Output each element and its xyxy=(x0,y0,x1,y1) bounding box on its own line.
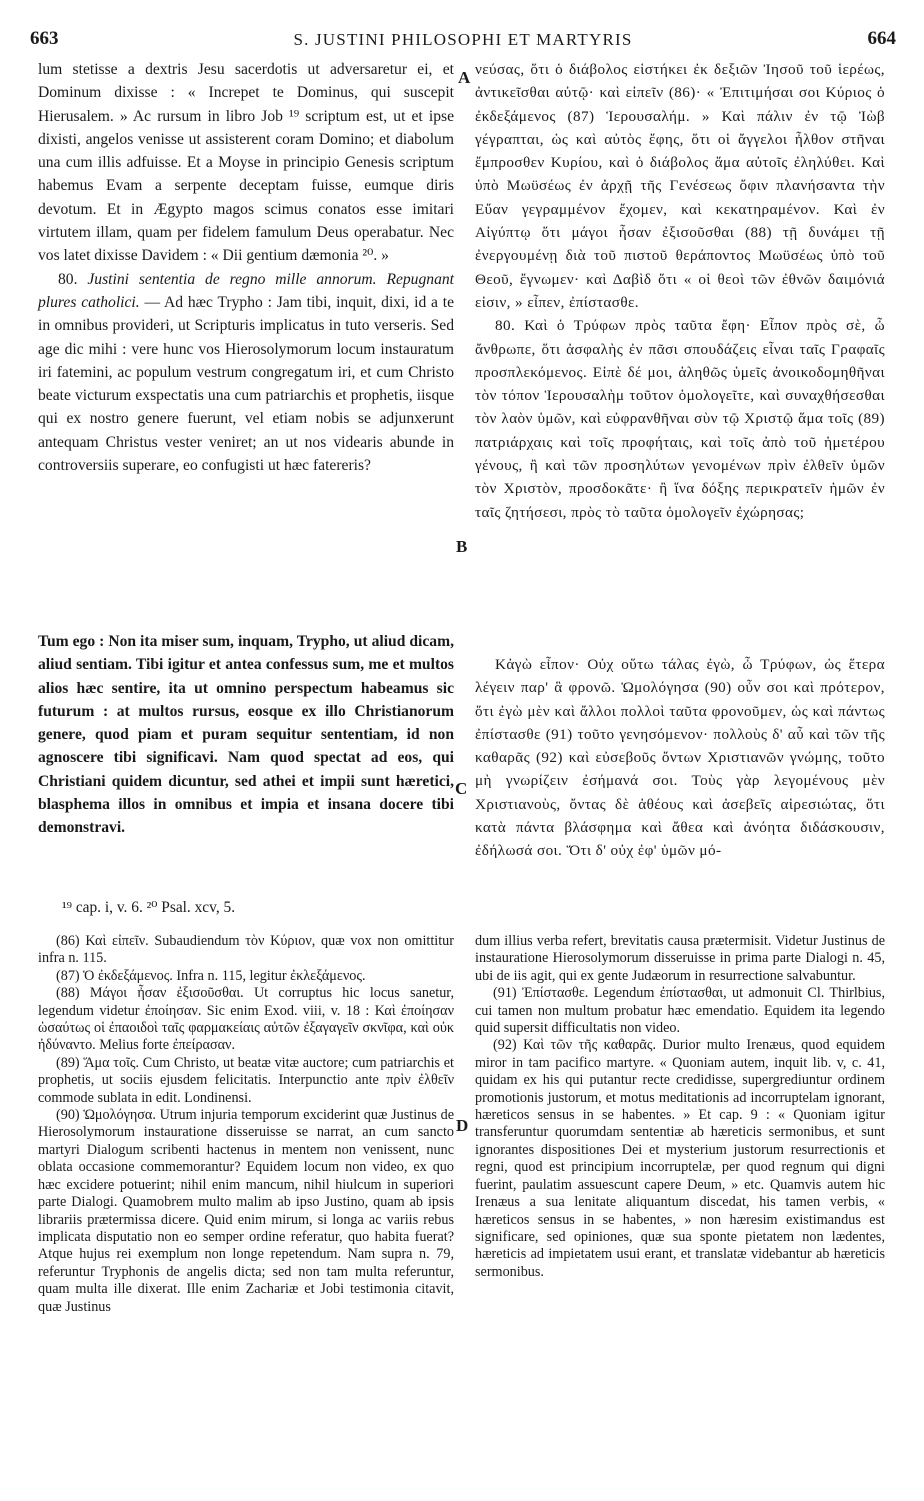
margin-letter-b: B xyxy=(456,537,468,556)
latin-paragraph-2-body: — Ad hæc Trypho : Jam tibi, inquit, dixi, id a te in omnibus provideri, ut Scripturis implicatus in tuto verseris. Sed age dic mihi : vere hunc vos Hierosolymorum locum instauratum iri fatemini, ac populum vestrum congregatum iri, et cum Christo beate victurum exspectatis una cum patriarchis et prophetis, iisque qui ex nostro genere fuerunt, vel etiam nobis se adjunxerunt antequam Christus vester veniret; an ut nos videaris abunde in controversiis superare, eo confugisti ut hæc fatereris? xyxy=(38,293,454,475)
page-header xyxy=(30,28,896,54)
note-90: (90) Ὡμολόγησα. Utrum injuria temporum exciderint quæ Justinus de Hierosolymorum instauratione disseruisse se narrat, an cum sancto martyri Dialogum scribenti hactenus in mentem non venissent, nunc oblata occasione commemorantur? Equidem locum non video, ex quo hæc excidere potuerint; nihil enim mancum, nihil hiulcum in superiori parte Dialogi. Quamobrem multo malim ab ipso Justino, quam ab ipsis librariis prætermissa dicere. Quid enim mirum, si longa ac variis rebus implicata disputatio non eo semper ordine referatur, quo habita fuerat? Atque hujus rei exemplum non longe repetendum. Nam supra n. 79, referuntur Tryphonis de angelis dicta; sed non tam multa referuntur, quam multa ille dixerat. Ille enim Zachariæ et Jobi testimonia citavit, quæ Justinus xyxy=(38,1107,454,1315)
chapter-number: 80. xyxy=(58,270,78,288)
note-89: (89) Ἅμα τοῖς. Cum Christo, ut beatæ vitæ auctore; cum patriarchis et prophetis, ut sociis ejusdem felicitatis. Interpunctio ante πρὶν ἐλθεῖν commode sublata in edit. Londinensi. xyxy=(38,1054,454,1106)
note-88: (88) Μάγοι ἦσαν ἐξισοῦσθαι. Ut corruptus hic locus sanetur, legendum videtur ἐποίησαν. Sic enim Exod. viii, v. 18 : Καὶ ἐποίησαν ὡσαύτως οἱ ἐπαοιδοὶ ταῖς φαρμακείαις αὐτῶν ἐξαγαγεῖν σκνῖφα, καὶ οὐκ ἠδύναντο. Melius forte ἐπείρασαν. xyxy=(38,985,454,1054)
note-90-continued: dum illius verba refert, brevitatis causa prætermisit. Videtur Justinus de instauratione Hierosolymorum disseruisse in prima parte Dialogi n. 45, ubi de iis agit, qui ex gente Judæorum in resurrectione salvabuntur. xyxy=(475,933,885,984)
greek-paragraph-2: 80. Καὶ ὁ Τρύφων πρὸς ταῦτα ἔφη· Εἶπον πρὸς σὲ, ὦ ἄνθρωπε, ὅτι ἀσφαλὴς ἐν πᾶσι σπουδάζεις εἶναι ταῖς Γραφαῖς προσπλεκόμενος. Εἰπὲ δέ μοι, ἀληθῶς ὑμεῖς ἀνοικοδομηθῆναι τὸν τόπον Ἱερουσαλὴμ τοῦτον ὁμολογεῖτε, καὶ συναχθήσεσθαι τὸν λαὸν ὑμῶν, καὶ εὐφρανθῆναι σὺν τῷ Χριστῷ ἅμα τοῖς (89) πατριάρχαις καὶ τοῖς προφήταις, καὶ τοῖς ἀπὸ τοῦ ἡμετέρου γένους, ἢ καὶ τῶν προσηλύτων γενομένων πρὶν ἐλθεῖν ὑμῶν τὸν Χριστὸν, προσδοκᾶτε· ἢ ἵνα δόξης περικρατεῖν ἡμῶν ἐν ταῖς ζητήσεσι, πρὸς τὸ ταῦτα ὁμολογεῖν ἐχώρησας; xyxy=(475,317,885,521)
margin-letter-a: A xyxy=(458,68,471,87)
latin-paragraph-1: lum stetisse a dextris Jesu sacerdotis ut adversaretur ei, et Dominum dixisse : « Increpet te Dominus, qui suscepit Hierusalem. » Ac rursum in libro Job ¹⁹ scriptum est, ut et ipse dixisti, angelos venisse ut assisterent coram Domino; et diabolum una cum illis adfuisse. Et a Moyse in principio Genesis scriptum habemus Evam a serpente deceptam fuisse, eumque diris devotum. Et in Ægypto magos scimus conatos esse imitari virtutem illam, quam per fidelem famulum Deus operabatur. Nec vos latet dixisse Davidem : « Dii gentium dæmonia ²⁰. » xyxy=(38,61,454,265)
greek-paragraph-3: Κἀγὼ εἶπον· Οὐχ οὕτω τάλας ἐγὼ, ὦ Τρύφων, ὡς ἕτερα λέγειν παρ' ἃ φρονῶ. Ὡμολόγησα (90) οὖν σοι καὶ πρότερον, ὅτι ἐγὼ μὲν καὶ ἄλλοι πολλοὶ ταῦτα φρονοῦμεν, ὡς καὶ πάντως ἐπίστασθε (91) τοῦτο γενησόμενον· πολλοὺς δ' αὖ καὶ τῶν τῆς καθαρᾶς (92) καὶ εὐσεβοῦς ὄντων Χριστιανῶν γνώμης, τοῦτο μὴ γνωρίζειν ἐσήμανά σοι. Τοὺς γὰρ λεγομένους μὲν Χριστιανοὺς, ὄντας δὲ ἀθέους καὶ ἀσεβεῖς αἱρεσιώτας, ὅτι κατὰ πάντα βλάσφημα καὶ ἄθεα καὶ ἀνόητα διδάσκουσιν, ἐδήλωσά σοι. Ὅτι δ' οὐχ ἐφ' ὑμῶν μό- xyxy=(475,656,885,860)
note-87: (87) Ὁ ἐκδεξάμενος. Infra n. 115, legitur ἐκλεξάμενος. xyxy=(56,967,366,984)
note-86: (86) Καὶ εἰπεῖν. Subaudiendum τὸν Κύριον, quæ vox non omittitur infra n. 115. xyxy=(38,933,454,967)
left-page-number: 663 xyxy=(30,28,59,49)
greek-column-upper xyxy=(475,58,885,524)
greek-column-lower xyxy=(475,653,885,863)
notes-left-column xyxy=(38,933,454,1316)
latin-column-lower xyxy=(38,630,454,840)
note-92: (92) Καὶ τῶν τῆς καθαρᾶς. Durior multo Irenæus, quod equidem miror in tam pacifico martyre. « Quoniam autem, inquit lib. v, c. 41, quidam ex his qui putantur recte credidisse, supergrediuntur ordinem promotionis justorum, et motus meditationis ad incorruptelam ignorant, hæreticos sensus in se habentes. » Et cap. 9 : « Quoniam igitur transferuntur quorumdam sententiæ ab hæreticis sermonibus, et sunt ignorantes dispositiones Dei et mysterium justorum resurrectionis et regni, quod est principium incorruptelæ, per quod regnum qui digni fuerint, paulatim assuescunt capere Deum, » etc. Quamvis autem hic Irenæus a sua lenitate aliquantum discedat, his tamen verbis, « hæreticos sensus in se habentes, » non hæresim existimandus est significare, sed opiniones, quæ sua sponte pietatem non lædentes, hæreticis ad impietatem usui erant, et translatæ videbantur ab hæreticis sermonibus. xyxy=(475,1037,885,1280)
scripture-footnotes: ¹⁹ cap. i, v. 6. ²⁰ Psal. xcv, 5. xyxy=(62,899,236,916)
running-title: S. JUSTINI PHILOSOPHI ET MARTYRIS xyxy=(293,30,633,49)
margin-letter-c: C xyxy=(455,779,468,798)
note-91: (91) Ἐπίστασθε. Legendum ἐπίστασθαι, ut admonuit Cl. Thirlbius, cui tamen non multum probatur hæc emendatio. Equidem ita legendo quid supersit difficultatis non video. xyxy=(475,985,885,1037)
latin-paragraph-2 xyxy=(38,268,454,478)
notes-right-column xyxy=(475,933,885,1281)
latin-column-upper xyxy=(38,58,454,477)
margin-letter-d: D xyxy=(456,1116,469,1135)
chapter-heading: Justini sententia de regno mille annorum. Repugnant plures catholici. xyxy=(38,270,454,311)
latin-paragraph-3: Tum ego : Non ita miser sum, inquam, Trypho, ut aliud dicam, aliud sentiam. Tibi igitur et antea confessus sum, me et multos alios hæc sentire, ita ut omnino perspectum habeamus sic futurum : at multos rursus, eosque ex illo Christianorum genere, quod piam et puram sequitur sententiam, id non agnoscere tibi significavi. Nam quod spectat ad eos, qui Christiani quidem dicuntur, sed athei et impii sunt hæretici, blasphema illos in omnibus et impia et insana docere tibi demonstravi. xyxy=(38,633,454,837)
right-page-number: 664 xyxy=(867,28,896,49)
greek-paragraph-1: νεύσας, ὅτι ὁ διάβολος εἱστήκει ἐκ δεξιῶν Ἰησοῦ τοῦ ἱερέως, ἀντικεῖσθαι αὐτῷ· καὶ εἰπεῖν (86)· « Ἐπιτιμήσαι σοι Κύριος ὁ ἐκδεξάμενος (87) Ἱερουσαλήμ. » Καὶ πάλιν ἐν τῷ Ἰὼβ γέγραπται, ὡς καὶ αὐτὸς ἔφης, ὅτι οἱ ἄγγελοι ἦλθον στῆναι ἔμπροσθεν Κυρίου, καὶ ὁ διάβολος ἅμα αὐτοῖς ἐληλύθει. Καὶ ὑπὸ Μωϋσέως ἐν ἀρχῇ τῆς Γενέσεως ὄφιν πλανήσαντα τὴν Εὔαν γεγραμμένον ἔχομεν, καὶ κεκατηραμένον. Καὶ ἐν Αἰγύπτῳ ὅτι μάγοι ἦσαν ἐξισοῦσθαι (88) τῇ δυνάμει τῇ ἐνεργουμένῃ διὰ τοῦ πιστοῦ θεράποντος Μωϋσέως ὑπὸ τοῦ Θεοῦ, ἔγνωμεν· καὶ Δαβὶδ ὅτι « οἱ θεοὶ τῶν ἐθνῶν δαιμόνιά εἰσιν, » εἶπεν, ἐπίστασθε. xyxy=(475,61,885,311)
